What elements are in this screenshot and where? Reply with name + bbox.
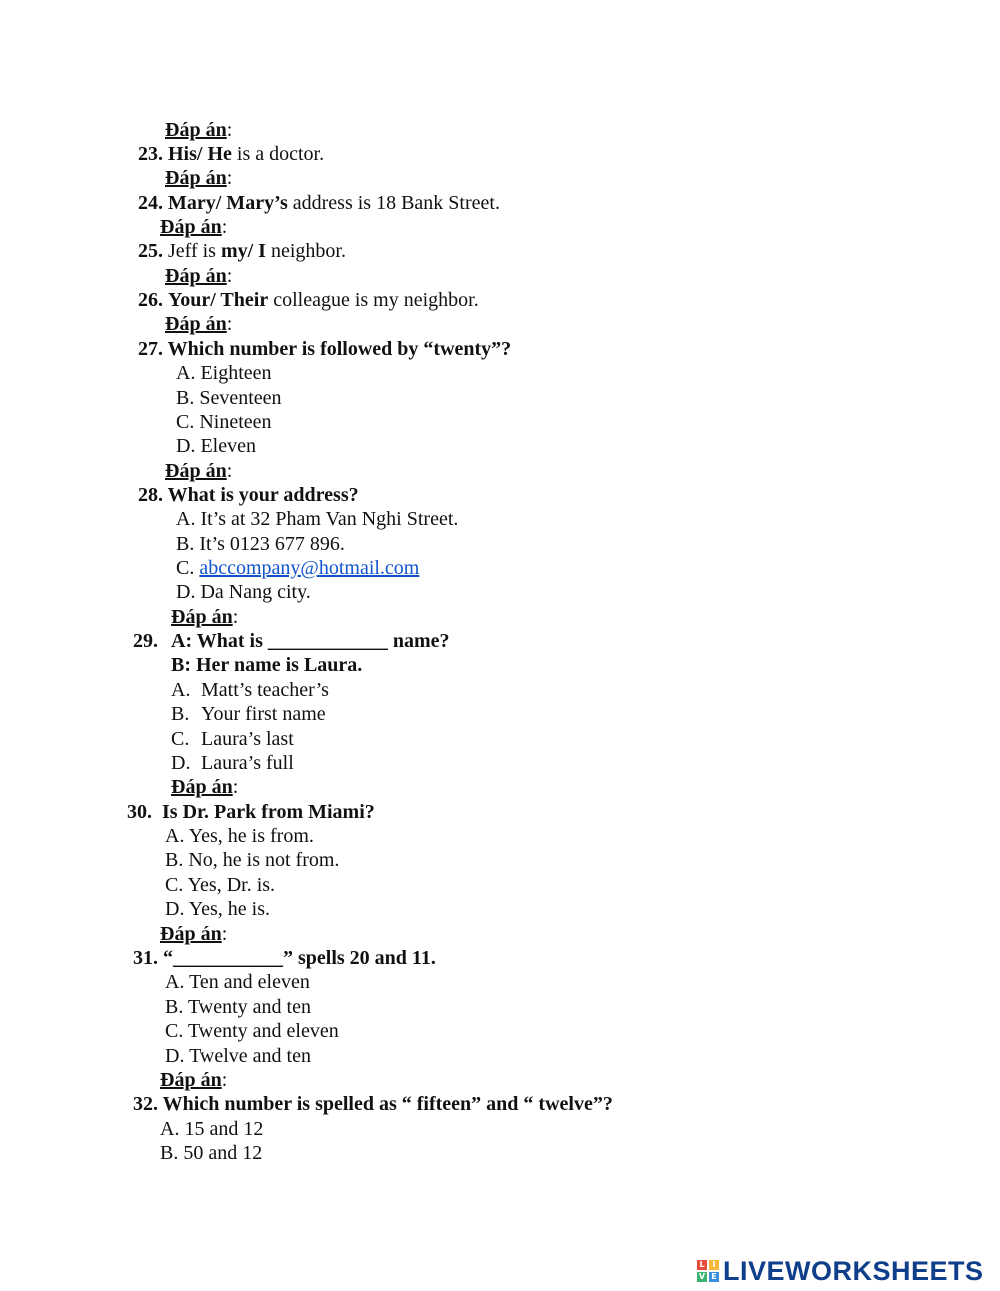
question-text: colleague is my neighbor. [268,289,479,311]
question-28: 28. What is your address? [138,484,359,506]
option-d: D. Da Nang city. [176,581,311,603]
option-a-letter: A. [171,679,191,701]
option-c: Laura’s last [201,728,294,750]
answer-label: Đáp án [171,776,233,798]
answer-line: Đáp án: [165,313,233,335]
option-b: B. Seventeen [176,387,282,409]
logo-tile: L [697,1260,707,1270]
answer-label: Đáp án [165,167,227,189]
option-c: C. Nineteen [176,411,272,433]
answer-label: Đáp án [160,216,222,238]
option-b: B. 50 and 12 [160,1142,263,1164]
question-choice: Your/ Their [168,289,269,311]
answer-line: Đáp án: [160,923,228,945]
option-a: A. Ten and eleven [165,971,310,993]
question-number: 25. [138,240,163,262]
answer-line: Đáp án: [165,167,233,189]
option-d: D. Twelve and ten [165,1045,311,1067]
question-30: 30. Is Dr. Park from Miami? [127,801,375,823]
logo-tile: E [709,1272,719,1282]
question-23 [138,142,324,166]
question-32: 32. Which number is spelled as “ fifteen” and “ twelve”? [133,1093,613,1115]
answer-label: Đáp án [160,1069,222,1091]
question-text-pre: Jeff is [163,240,221,262]
option-b: B. It’s 0123 677 896. [176,533,345,555]
option-c-letter: C. [176,557,200,579]
question-number: 23. [138,143,163,165]
answer-label: Đáp án [165,460,227,482]
option-a: A. Yes, he is from. [165,825,314,847]
option-c-letter: C. [171,728,190,750]
answer-line: Đáp án: [160,216,228,238]
question-choice: Mary/ Mary’s [168,192,288,214]
logo-text: LIVEWORKSHEETS [723,1255,984,1286]
email-link[interactable]: abccompany@hotmail.com [199,557,420,579]
answer-line: Đáp án: [171,606,239,628]
answer-label: Đáp án [165,265,227,287]
question-26 [138,288,479,312]
option-a: Matt’s teacher’s [201,679,329,701]
question-27: 27. Which number is followed by “twenty”? [138,338,512,360]
answer-label: Đáp án [165,119,227,141]
option-b: Your first name [201,703,326,725]
question-choice: my/ I [220,240,266,262]
option-d: D. Yes, he is. [165,898,271,920]
answer-line: Đáp án: [171,776,239,798]
option-d: D. Eleven [176,435,256,457]
answer-label: Đáp án [171,606,233,628]
question-text: address is 18 Bank Street. [287,192,500,214]
question-text: is a doctor. [231,143,325,165]
answer-label: Đáp án [165,313,227,335]
logo-tile: I [709,1260,719,1270]
option-d-letter: D. [171,752,191,774]
logo-tiles-icon [697,1260,719,1282]
answer-line: Đáp án: [165,460,233,482]
question-29-line-a: A: What is ____________ name? [171,630,450,652]
option-c: C. Yes, Dr. is. [165,874,276,896]
question-24 [138,191,500,215]
answer-line: Đáp án: [165,119,233,141]
option-b: B. No, he is not from. [165,849,340,871]
option-a: A. 15 and 12 [160,1118,264,1140]
question-25 [138,239,346,263]
option-a: A. Eighteen [176,362,272,384]
logo-tile: V [698,1272,706,1281]
question-31: 31. “___________” spells 20 and 11. [133,947,436,969]
question-choice: His/ He [168,143,232,165]
liveworksheets-logo [697,1256,984,1286]
question-text: neighbor. [265,240,346,262]
question-number: 26. [138,289,163,311]
answer-label: Đáp án [160,923,222,945]
question-29-line-b: B: Her name is Laura. [171,654,363,676]
option-b: B. Twenty and ten [165,996,311,1018]
option-a: A. It’s at 32 Pham Van Nghi Street. [176,508,459,530]
option-b-letter: B. [171,703,190,725]
option-c [176,556,419,580]
option-c: C. Twenty and eleven [165,1020,339,1042]
question-number: 24. [138,192,163,214]
option-d: Laura’s full [201,752,294,774]
answer-line: Đáp án: [165,265,233,287]
answer-line: Đáp án: [160,1069,228,1091]
question-29-number: 29. [133,630,158,652]
